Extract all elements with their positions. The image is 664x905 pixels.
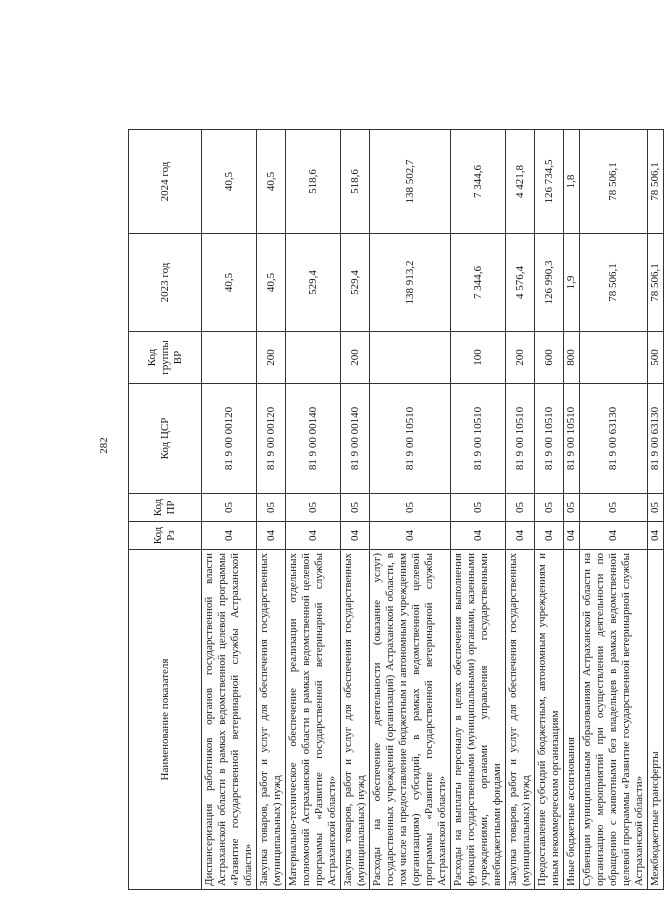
row-vr <box>580 332 648 384</box>
header-2024: 2024 год <box>129 130 202 234</box>
row-pr: 05 <box>535 494 564 522</box>
header-csr: Код ЦСР <box>129 384 202 494</box>
row-2023: 7 344,6 <box>451 234 506 332</box>
row-2023: 529,4 <box>286 234 341 332</box>
row-2024: 518,6 <box>286 130 341 234</box>
row-pr: 05 <box>564 494 580 522</box>
row-pr: 05 <box>506 494 535 522</box>
row-pr: 05 <box>648 494 664 522</box>
header-rz: Код Рз <box>129 522 202 550</box>
table-row <box>370 130 451 890</box>
header-2023: 2023 год <box>129 234 202 332</box>
row-rz: 04 <box>202 522 257 550</box>
row-2024: 1,8 <box>564 130 580 234</box>
row-2023: 78 506,1 <box>580 234 648 332</box>
row-vr <box>202 332 257 384</box>
row-csr: 81 9 00 10510 <box>506 384 535 494</box>
row-2024: 126 734,5 <box>535 130 564 234</box>
row-rz: 04 <box>257 522 286 550</box>
row-csr: 81 9 00 00140 <box>286 384 341 494</box>
row-2023: 40,5 <box>257 234 286 332</box>
table-row <box>535 130 564 890</box>
row-name: Межбюджетные трансферты <box>648 550 664 890</box>
rotated-page <box>128 130 661 890</box>
row-pr: 05 <box>202 494 257 522</box>
row-2024: 7 344,6 <box>451 130 506 234</box>
row-vr: 500 <box>648 332 664 384</box>
table-row <box>286 130 341 890</box>
row-2023: 138 913,2 <box>370 234 451 332</box>
row-csr: 81 9 00 10510 <box>451 384 506 494</box>
row-rz: 04 <box>506 522 535 550</box>
row-csr: 81 9 00 63130 <box>580 384 648 494</box>
row-rz: 04 <box>580 522 648 550</box>
row-rz: 04 <box>648 522 664 550</box>
row-name: Субвенции муниципальным образованиям Астраханской области на организацию мероприятий при осуществлении деятельности по обращению с животными без владельцев в рамках ведомственной целевой программы «Развитие государственной ветеринарной службы Астраханской области» <box>580 550 648 890</box>
row-csr: 81 9 00 00120 <box>202 384 257 494</box>
row-vr: 200 <box>257 332 286 384</box>
row-2023: 126 990,3 <box>535 234 564 332</box>
row-vr: 200 <box>341 332 370 384</box>
row-pr: 05 <box>341 494 370 522</box>
table-row <box>341 130 370 890</box>
header-row <box>129 130 202 890</box>
row-rz: 04 <box>370 522 451 550</box>
row-vr <box>370 332 451 384</box>
row-csr: 81 9 00 63130 <box>648 384 664 494</box>
table-row <box>564 130 580 890</box>
row-name: Расходы на выплаты персоналу в целях обеспечения выполнения функций государственными (муниципальными) органами, казенными учреждениями, органами управления государственными внебюджетными фондами <box>451 550 506 890</box>
page-number: 282 <box>97 437 110 454</box>
row-2024: 40,5 <box>202 130 257 234</box>
row-rz: 04 <box>341 522 370 550</box>
row-2024: 138 502,7 <box>370 130 451 234</box>
row-vr: 100 <box>451 332 506 384</box>
header-name: Наименование показателя <box>129 550 202 890</box>
row-pr: 05 <box>286 494 341 522</box>
row-2024: 518,6 <box>341 130 370 234</box>
row-pr: 05 <box>451 494 506 522</box>
table-row <box>648 130 664 890</box>
row-2023: 4 576,4 <box>506 234 535 332</box>
row-2024: 78 506,1 <box>580 130 648 234</box>
row-name: Закупка товаров, работ и услуг для обеспечения государственных (муниципальных) нужд <box>341 550 370 890</box>
row-name: Иные бюджетные ассигнования <box>564 550 580 890</box>
row-2024: 78 506,1 <box>648 130 664 234</box>
row-vr: 600 <box>535 332 564 384</box>
table-row <box>257 130 286 890</box>
row-vr <box>286 332 341 384</box>
header-vr: Код группы ВР <box>129 332 202 384</box>
row-rz: 04 <box>286 522 341 550</box>
row-vr: 800 <box>564 332 580 384</box>
row-2023: 78 506,1 <box>648 234 664 332</box>
row-pr: 05 <box>257 494 286 522</box>
row-name: Материально-техническое обеспечение реализации отдельных полномочий Астраханской области в рамках ведомственной целевой программы «Развитие государственной ветеринарной службы Астраханской области» <box>286 550 341 890</box>
row-csr: 81 9 00 00140 <box>341 384 370 494</box>
row-csr: 81 9 00 00120 <box>257 384 286 494</box>
table-row <box>202 130 257 890</box>
row-name: Предоставление субсидий бюджетным, автономным учреждениям и иным некоммерческим организациям <box>535 550 564 890</box>
row-2024: 4 421,8 <box>506 130 535 234</box>
row-2024: 40,5 <box>257 130 286 234</box>
row-rz: 04 <box>451 522 506 550</box>
row-csr: 81 9 00 10510 <box>370 384 451 494</box>
row-name: Расходы на обеспечение деятельности (оказание услуг) государственных учреждений (организаций) Астраханской области, в том числе на предоставление бюджетным и автономным учреждениям (организациям) субсидий, в рамках ведомственной целевой программы «Развитие государственной ветеринарной службы Астраханской области» <box>370 550 451 890</box>
row-vr: 200 <box>506 332 535 384</box>
row-csr: 81 9 00 10510 <box>535 384 564 494</box>
row-2023: 40,5 <box>202 234 257 332</box>
table-row <box>451 130 506 890</box>
row-rz: 04 <box>564 522 580 550</box>
row-csr: 81 9 00 10510 <box>564 384 580 494</box>
row-name: Диспансеризация работников органов государственной власти Астраханской области в рамках ведомственной целевой программы «Развитие государственной ветеринарной службы Астраханской области» <box>202 550 257 890</box>
table-row <box>580 130 648 890</box>
header-pr: Код ПР <box>129 494 202 522</box>
row-name: Закупка товаров, работ и услуг для обеспечения государственных (муниципальных) нужд <box>257 550 286 890</box>
row-pr: 05 <box>580 494 648 522</box>
budget-table <box>128 129 664 890</box>
row-2023: 529,4 <box>341 234 370 332</box>
row-rz: 04 <box>535 522 564 550</box>
table-row <box>506 130 535 890</box>
row-2023: 1,9 <box>564 234 580 332</box>
row-pr: 05 <box>370 494 451 522</box>
row-name: Закупка товаров, работ и услуг для обеспечения государственных (муниципальных) нужд <box>506 550 535 890</box>
